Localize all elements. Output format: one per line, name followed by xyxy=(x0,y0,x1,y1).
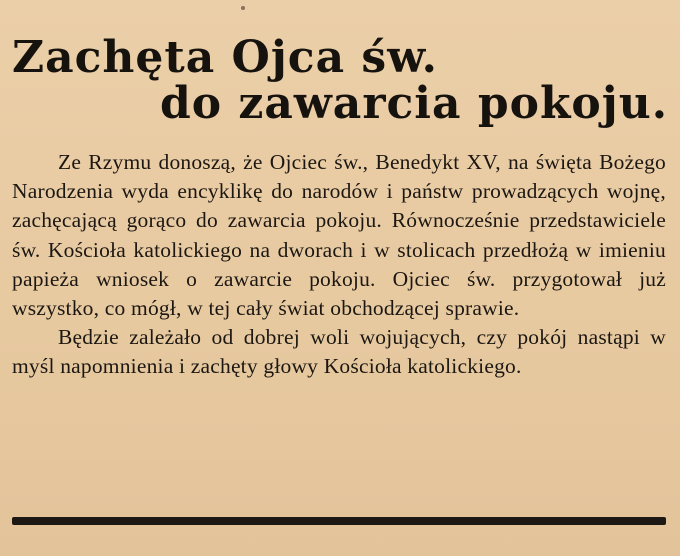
headline-line-2: do zawarcia pokoju. xyxy=(160,78,669,129)
paragraph-1: Ze Rzymu donoszą, że Ojciec św., Benedykt XV, na święta Bożego Narodzenia wyda encyklikę do narodów i państw prowadzących wojnę, zachęcającą gorąco do zawarcia pokoju. Równocześnie przedstawiciele św. Kościoła katolickiego na dworach i w stolicach przedłożą w imieniu papieża wniosek o zawarcie pokoju. Ojciec św. przygotował już wszystko, co mógł, w tej cały świat obchodzącej sprawie. xyxy=(12,150,666,321)
headline-line-1: Zachęta Ojca św. xyxy=(12,32,438,83)
bottom-rule xyxy=(12,517,666,525)
article-body xyxy=(12,148,666,382)
paragraph-2: Będzie zależało od dobrej woli wojujących, czy pokój nastąpi w myśl napomnienia i zachęty głowy Kościoła katolickiego. xyxy=(12,325,666,379)
ink-speck xyxy=(241,6,245,10)
